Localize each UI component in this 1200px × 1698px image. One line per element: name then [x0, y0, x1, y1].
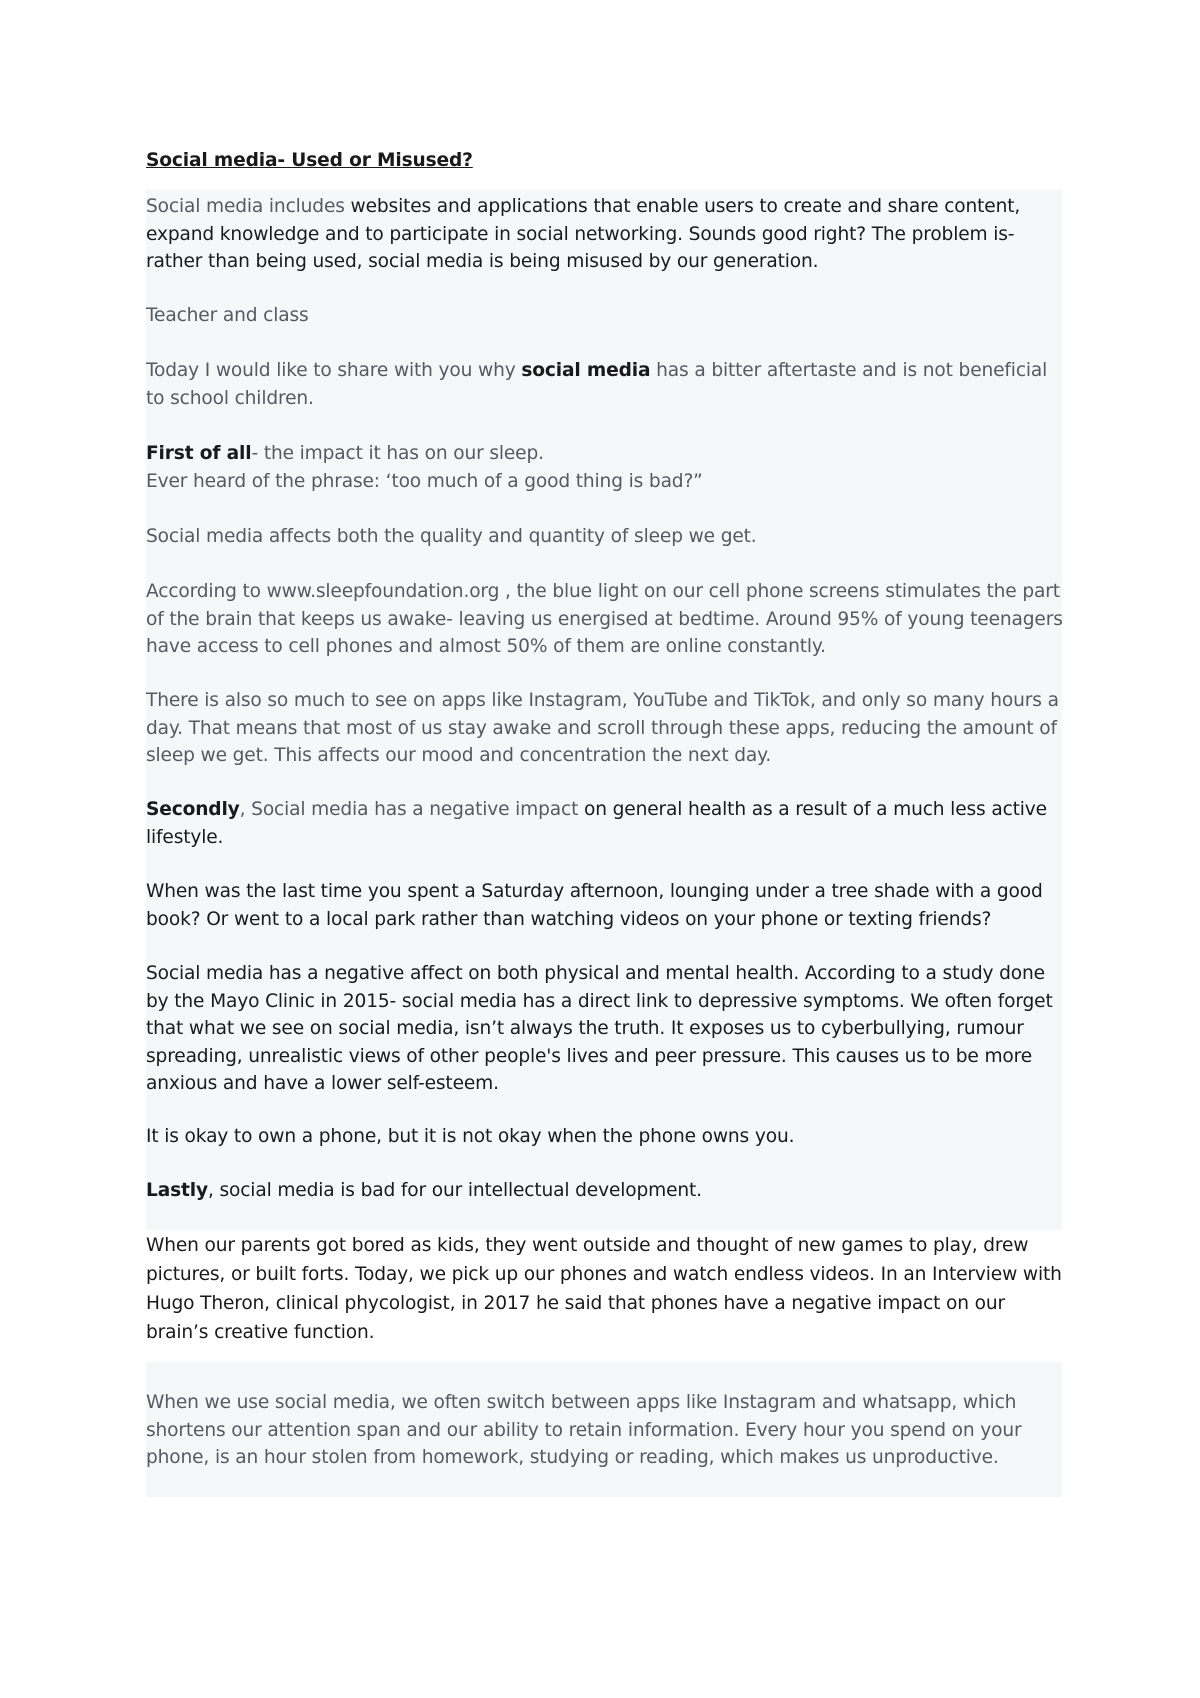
- first-point-text: - the impact it has on our sleep.: [251, 443, 544, 464]
- thesis-bold: social media: [521, 360, 651, 381]
- third-point-bold: Lastly: [146, 1180, 208, 1201]
- paragraph-parents: When our parents got bored as kids, they went outside and thought of new games to play, drew pictures, or built forts. Today, we pick up our phones and watch endless videos. In an Interview with Hugo Theron, clinical phycologist, in 2017 he said that phones have a negative impact on our brain’s creative function.: [146, 1235, 1062, 1343]
- paragraph-second-point: [146, 796, 1066, 851]
- paragraph-sleep-foundation: According to www.sleepfoundation.org , the blue light on our cell phone screens stimulates the part of the brain that keeps us awake- leaving us energised at bedtime. Around 95% of young teenagers have access to cell phones and almost 50% of them are online constantly.: [146, 581, 1063, 657]
- thesis-text-a: Today I would like to share with you why: [146, 360, 522, 381]
- paragraph-greeting: Teacher and class: [146, 305, 309, 326]
- third-point-text: , social media is bad for our intellectual development.: [207, 1180, 702, 1201]
- second-point-text-b: on general health as a result of a much less active lifestyle.: [146, 799, 1047, 848]
- second-point-bold: Secondly: [146, 799, 240, 820]
- first-point-line2: Ever heard of the phrase: ‘too much of a good thing is bad?”: [146, 470, 703, 492]
- document-title: Social media- Used or Misused?: [146, 150, 473, 171]
- paragraph-third-point: [146, 1177, 1066, 1205]
- paragraph-thesis: [146, 357, 1066, 412]
- paragraph-saturday: When was the last time you spent a Saturday afternoon, lounging under a tree shade with a good book? Or went to a local park rather than watching videos on your phone or texting friends?: [146, 881, 1043, 930]
- first-point-bold: First of all: [146, 443, 252, 464]
- paragraph-mental-health: Social media has a negative affect on both physical and mental health. According to a study done by the Mayo Clinic in 2015- social media has a direct link to depressive symptoms. We often forget that what we see on social media, isn’t always the truth. It exposes us to cyberbullying, rumour spreading, unrealistic views of other people's lives and peer pressure. This causes us to be more anxious and have a lower self-esteem.: [146, 963, 1053, 1094]
- intro-text-b: websites and applications that enable users to create and share content, expand knowledge and to participate in social networking. Sounds good right? The problem is- rather than being used, social media is being misused by our generation.: [146, 196, 1021, 272]
- second-point-text-a: , Social media has a negative impact: [239, 799, 584, 820]
- paragraph-sleep-quality: Social media affects both the quality and quantity of sleep we get.: [146, 526, 757, 547]
- paragraph-first-point: [146, 440, 1066, 495]
- paragraph-attention-span: When we use social media, we often switch between apps like Instagram and whatsapp, which shortens our attention span and our ability to retain information. Every hour you spend on your phone, is an hour stolen from homework, studying or reading, which makes us unproductive.: [146, 1392, 1022, 1468]
- thesis-text-b: has a bitter aftertaste and is not beneficial to school children.: [146, 360, 1048, 409]
- paragraph-apps-sleep: There is also so much to see on apps like Instagram, YouTube and TikTok, and only so many hours a day. That means that most of us stay awake and scroll through these apps, reducing the amount of sleep we get. This affects our mood and concentration the next day.: [146, 690, 1059, 766]
- paragraph-intro: [146, 193, 1066, 276]
- intro-text-a: Social media includes: [146, 196, 351, 217]
- paragraph-phone-owns-you: It is okay to own a phone, but it is not okay when the phone owns you.: [146, 1126, 795, 1147]
